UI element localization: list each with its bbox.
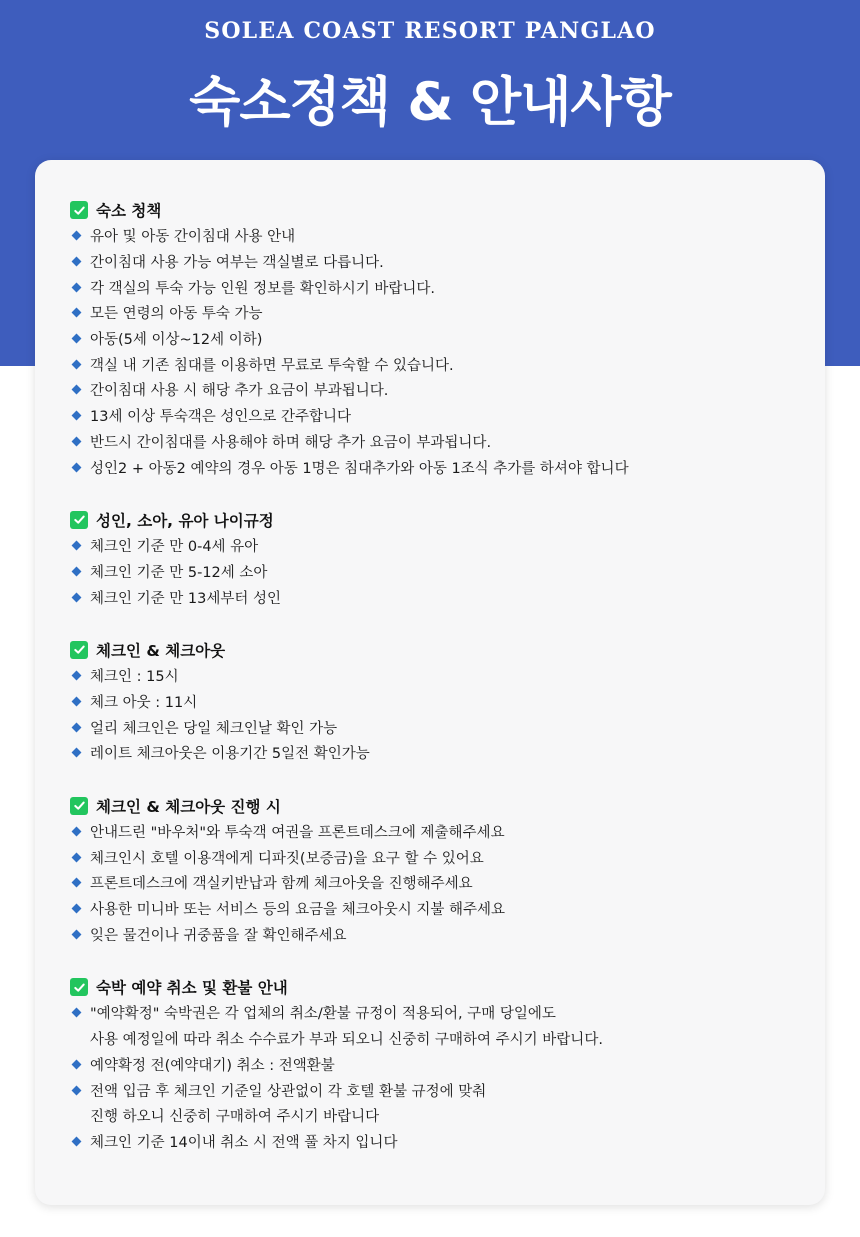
section-age-rules — [70, 507, 810, 610]
list-item-text: 체크인시 호텔 이용객에게 디파짓(보증금)을 요구 할 수 있어요 — [90, 850, 484, 867]
diamond-bullet-icon — [72, 231, 82, 241]
diamond-bullet-icon — [72, 1008, 82, 1018]
resort-name: SOLEA COAST RESORT PANGLAO — [204, 18, 656, 44]
diamond-bullet-icon — [72, 852, 82, 862]
list-item-text: 체크인 기준 만 13세부터 성인 — [90, 590, 281, 607]
checkbox-checked-icon — [70, 797, 88, 815]
list-item-text: 전액 입금 후 체크인 기준일 상관없이 각 호텔 환불 규정에 맞춰 — [90, 1083, 487, 1100]
list-item-text: 간이침대 사용 가능 여부는 객실별로 다릅니다. — [90, 255, 384, 272]
list-item — [70, 1129, 810, 1155]
diamond-bullet-icon — [72, 385, 82, 395]
section-title: 체크인 & 체크아웃 진행 시 — [96, 797, 281, 816]
list-item — [70, 870, 810, 896]
list-item-text: 예약확정 전(예약대기) 취소 : 전액환불 — [90, 1057, 335, 1074]
list-item-text: 각 객실의 투숙 가능 인원 정보를 확인하시기 바랍니다. — [90, 280, 436, 297]
diamond-bullet-icon — [72, 1085, 82, 1095]
diamond-bullet-icon — [72, 671, 82, 681]
list-item-text: 아동(5세 이상~12세 이하) — [90, 332, 263, 349]
list-item-text: 안내드린 "바우처"와 투숙객 여권을 프론트데스크에 제출해주세요 — [90, 825, 505, 842]
checkbox-checked-icon — [70, 641, 88, 659]
section-title: 숙소 청책 — [96, 202, 162, 220]
policy-content — [70, 197, 810, 1181]
list-item — [70, 249, 810, 275]
list-item — [70, 454, 810, 480]
list-item-text: 레이트 체크아웃은 이용기간 5일전 확인가능 — [90, 746, 370, 763]
diamond-bullet-icon — [72, 411, 82, 421]
diamond-bullet-icon — [72, 1136, 82, 1146]
diamond-bullet-icon — [72, 748, 82, 758]
page-title: 숙소정책 & 안내사항 — [189, 72, 671, 133]
list-item-text: 유아 및 아동 간이침대 사용 안내 — [90, 229, 296, 246]
section-checkin-process — [70, 793, 810, 947]
list-item-text: 체크인 기준 14이내 취소 시 전액 풀 차지 입니다 — [90, 1134, 398, 1151]
list-item — [70, 223, 810, 249]
list-item — [70, 740, 810, 766]
diamond-bullet-icon — [72, 308, 82, 318]
list-item — [70, 921, 810, 947]
list-item — [70, 351, 810, 377]
list-item — [70, 429, 810, 455]
list-item — [70, 714, 810, 740]
list-item — [70, 326, 810, 352]
list-item — [70, 689, 810, 715]
diamond-bullet-icon — [72, 722, 82, 732]
list-item — [70, 819, 810, 845]
diamond-bullet-icon — [72, 566, 82, 576]
list-item-text: 간이침대 사용 시 해당 추가 요금이 부과됩니다. — [90, 383, 389, 400]
section-property-policy — [70, 197, 810, 480]
list-item-text: 진행 하오니 신중히 구매하여 주시기 바랍니다 — [90, 1109, 380, 1126]
list-item-text: 성인2 + 아동2 예약의 경우 아동 1명은 침대추가와 아동 1조식 추가를 하셔야 합니다 — [90, 460, 629, 477]
section-title: 성인, 소아, 유아 나이규정 — [96, 511, 274, 530]
list-item — [70, 1077, 810, 1103]
list-item-text: 사용 예정일에 따라 취소 수수료가 부과 되오니 신중히 구매하여 주시기 바랍니다. — [90, 1032, 603, 1049]
list-item — [70, 403, 810, 429]
diamond-bullet-icon — [72, 878, 82, 888]
list-item-text: 체크인 : 15시 — [90, 669, 179, 686]
list-item-text: 잊은 물건이나 귀중품을 잘 확인해주세요 — [90, 927, 347, 944]
list-item — [70, 300, 810, 326]
list-item — [70, 1000, 810, 1026]
list-item-text: 객실 내 기존 침대를 이용하면 무료로 투숙할 수 있습니다. — [90, 357, 454, 374]
section-cancellation-refund — [70, 974, 810, 1154]
list-item — [70, 584, 810, 610]
checkbox-checked-icon — [70, 201, 88, 219]
diamond-bullet-icon — [72, 359, 82, 369]
diamond-bullet-icon — [72, 827, 82, 837]
list-item-text: 체크 아웃 : 11시 — [90, 694, 198, 711]
diamond-bullet-icon — [72, 592, 82, 602]
list-item — [70, 896, 810, 922]
list-item — [70, 274, 810, 300]
list-item — [70, 533, 810, 559]
section-heading — [70, 637, 810, 663]
list-item-text: 체크인 기준 만 5-12세 소아 — [90, 564, 268, 581]
list-item — [70, 377, 810, 403]
list-item — [70, 663, 810, 689]
section-heading — [70, 507, 810, 533]
section-title: 체크인 & 체크아웃 — [96, 641, 226, 660]
list-item-text: 얼리 체크인은 당일 체크인날 확인 가능 — [90, 720, 338, 737]
diamond-bullet-icon — [72, 282, 82, 292]
diamond-bullet-icon — [72, 697, 82, 707]
list-item-continuation — [70, 1103, 810, 1129]
list-item-text: 체크인 기준 만 0-4세 유아 — [90, 539, 259, 556]
section-heading — [70, 197, 810, 223]
list-item-text: 반드시 간이침대를 사용해야 하며 해당 추가 요금이 부과됩니다. — [90, 434, 492, 451]
diamond-bullet-icon — [72, 257, 82, 267]
list-item — [70, 1052, 810, 1078]
list-item-text: 모든 연령의 아동 투숙 가능 — [90, 306, 263, 323]
list-item-text: "예약확정" 숙박권은 각 업체의 취소/환불 규정이 적용되어, 구매 당일에도 — [90, 1006, 556, 1023]
section-checkin-checkout — [70, 637, 810, 766]
diamond-bullet-icon — [72, 436, 82, 446]
diamond-bullet-icon — [72, 541, 82, 551]
checkbox-checked-icon — [70, 978, 88, 996]
diamond-bullet-icon — [72, 904, 82, 914]
diamond-bullet-icon — [72, 462, 82, 472]
list-item-continuation — [70, 1026, 810, 1052]
list-item — [70, 844, 810, 870]
section-heading — [70, 974, 810, 1000]
section-title: 숙박 예약 취소 및 환불 안내 — [96, 979, 288, 998]
list-item-text: 프론트데스크에 객실키반납과 함께 체크아웃을 진행해주세요 — [90, 876, 473, 893]
diamond-bullet-icon — [72, 929, 82, 939]
list-item — [70, 559, 810, 585]
list-item-text: 사용한 미니바 또는 서비스 등의 요금을 체크아웃시 지불 해주세요 — [90, 902, 506, 919]
list-item-text: 13세 이상 투숙객은 성인으로 간주합니다 — [90, 409, 351, 426]
diamond-bullet-icon — [72, 1059, 82, 1069]
section-heading — [70, 793, 810, 819]
checkbox-checked-icon — [70, 511, 88, 529]
diamond-bullet-icon — [72, 334, 82, 344]
